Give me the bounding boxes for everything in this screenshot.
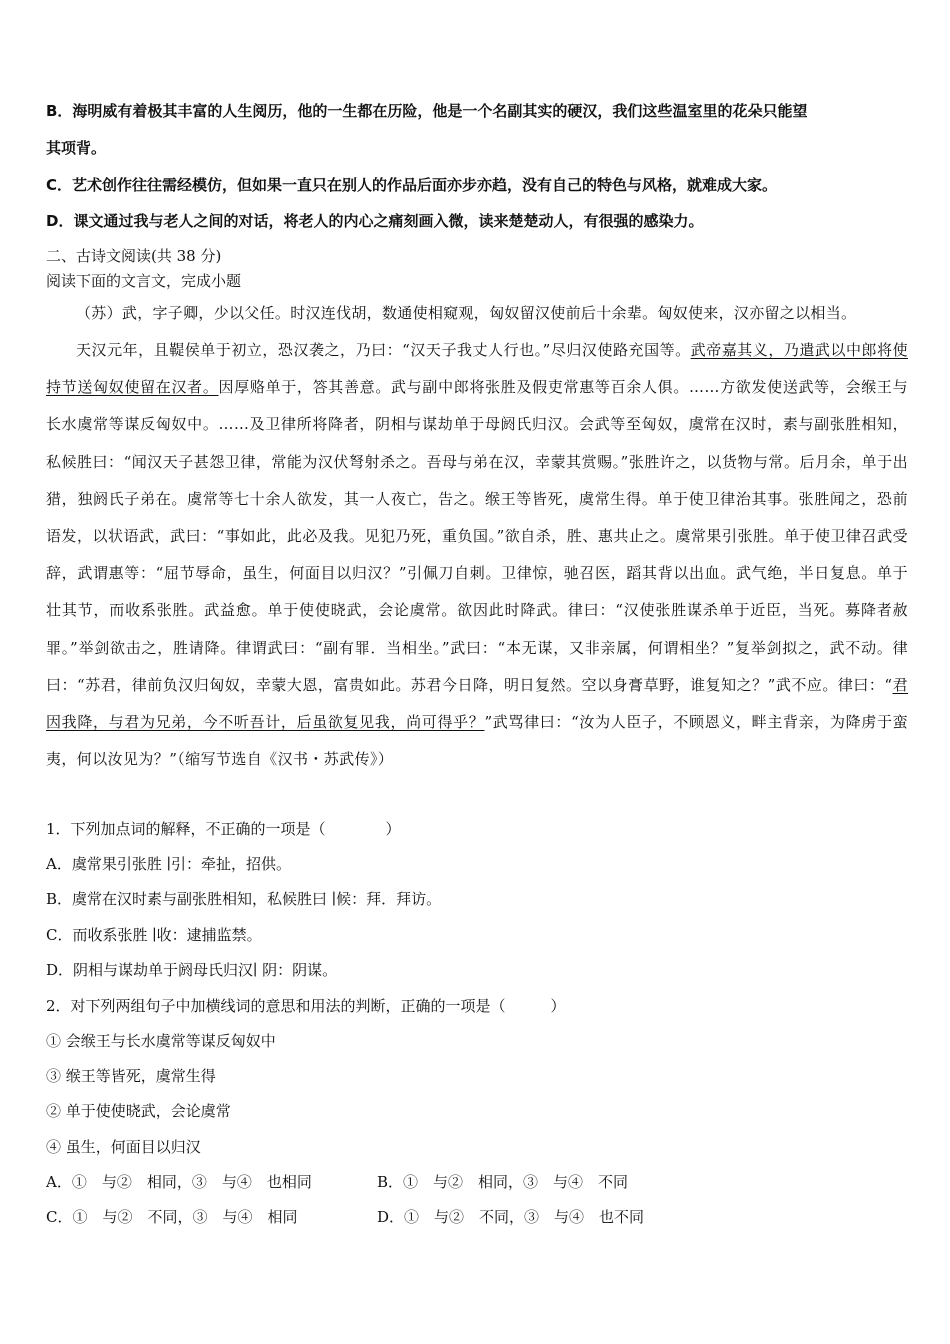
section-heading: 二、古诗文阅读(共 38 分)	[46, 247, 222, 265]
passage-paragraph-1: （苏）武，字子卿，少以父任。时汉连伐胡，数通使相窥观，匈奴留汉使前后十余辈。匈奴使来，汉亦留之以相当。	[76, 304, 857, 322]
option-b-line2: 其项背。	[46, 139, 107, 157]
passage-paragraph-2	[46, 332, 908, 778]
q1-option-d: D．阴相与谋劫单于阏母氏归汉∣ 阴：阴谋。	[46, 961, 338, 979]
underlined-sentence-2: 君因我降，与君为兄弟，今不听吾计，后虽欲复见我，尚可得乎？	[46, 675, 908, 732]
option-d: D．课文通过我与老人之间的对话，将老人的内心之痛刻画入微，读来楚楚动人，有很强的感染力。	[46, 212, 704, 230]
q2-sentence-3: ③ 缑王等皆死，虞常生得	[46, 1067, 216, 1085]
section-instruction: 阅读下面的文言文，完成小题	[46, 272, 242, 290]
q1-option-a: A．虞常果引张胜 ∣引：牵扯，招供。	[46, 855, 291, 873]
passage-text-c: ”武骂律曰：“汝为人臣子，不顾恩义，畔主背亲，为降虏于蛮夷，何以汝见为？”（缩写节选自《汉书・苏武传》）	[46, 713, 909, 769]
q1-stem: 1．下列加点词的解释，不正确的一项是（ ）	[46, 820, 401, 838]
q2-option-b: B．① 与② 相同，③ 与④ 不同	[377, 1173, 629, 1191]
passage-text-a: 天汉元年，且鞮侯单于初立，恐汉袭之，乃曰：“汉天子我丈人行也。”尽归汉使路充国等。	[76, 341, 691, 359]
q2-option-c: C．① 与② 不同，③ 与④ 相同	[46, 1208, 298, 1226]
q2-option-a: A．① 与② 相同，③ 与④ 也相同	[46, 1173, 312, 1191]
q2-sentence-1: ① 会缑王与长水虞常等谋反匈奴中	[46, 1032, 276, 1050]
option-c: C．艺术创作往往需经模仿，但如果一直只在别人的作品后面亦步亦趋，没有自己的特色与风格，就难成大家。	[46, 176, 778, 194]
q1-option-c: C．而收系张胜 ∣收：逮捕监禁。	[46, 926, 262, 944]
passage-text-b: 因厚赂单于，答其善意。武与副中郎将张胜及假吏常惠等百余人俱。……方欲发使送武等，会缑王与长水虞常等谋反匈奴中。……及卫律所将降者，阴相与谋劫单于母阏氏归汉。会武等至匈奴，虞常在汉时，素与副张胜相知，私候胜曰：“闻汉天子甚怨卫律，常能为汉伏弩射杀之。吾母与弟在汉，幸蒙其赏赐。”张胜许之，以货物与常。后月余，单于出猎，独阏氏子弟在。虞常等七十余人欲发，其一人夜亡，告之。缑王等皆死，虞常生得。单于使卫律治其事。张胜闻之，恐前语发，以状语武，武曰：“事如此，此必及我。见犯乃死，重负国。”欲自杀，胜、惠共止之。虞常果引张胜。单于使卫律召武受辞，武谓惠等：“屈节辱命，虽生，何面目以归汉？”引佩刀自刺。卫律惊，驰召医，蹈其背以出血。武气绝，半日复息。单于壮其节，而收系张胜。武益愈。单于使使晓武，会论虞常。欲因此时降武。律曰：“汉使张胜谋杀单于近臣，当死。募降者赦罪。”举剑欲击之，胜请降。律谓武曰：“副有罪．当相坐。”武曰：“本无谋，又非亲属，何谓相坐？”复举剑拟之，武不动。律曰：“苏君，律前负汉归匈奴，幸蒙大恩，富贵如此。苏君今日降，明日复然。空以身膏草野，谁复知之？”武不应。律曰：“	[46, 378, 908, 694]
q1-option-b: B．虞常在汉时素与副张胜相知，私候胜曰 ∣候：拜．拜访。	[46, 890, 442, 908]
underlined-sentence-1: 武帝嘉其义，乃遣武以中郎将使持节送匈奴使留在汉者。	[46, 341, 908, 397]
option-b-line1: B．海明威有着极其丰富的人生阅历，他的一生都在历险，他是一个名副其实的硬汉，我们这些温室里的花朵只能望	[46, 102, 808, 120]
q2-option-d: D．① 与② 不同，③ 与④ 也不同	[377, 1208, 645, 1226]
q2-sentence-4: ④ 虽生，何面目以归汉	[46, 1138, 201, 1156]
q2-stem: 2．对下列两组句子中加横线词的意思和用法的判断，正确的一项是（ ）	[46, 997, 566, 1015]
q2-sentence-2: ② 单于使使晓武，会论虞常	[46, 1102, 231, 1120]
